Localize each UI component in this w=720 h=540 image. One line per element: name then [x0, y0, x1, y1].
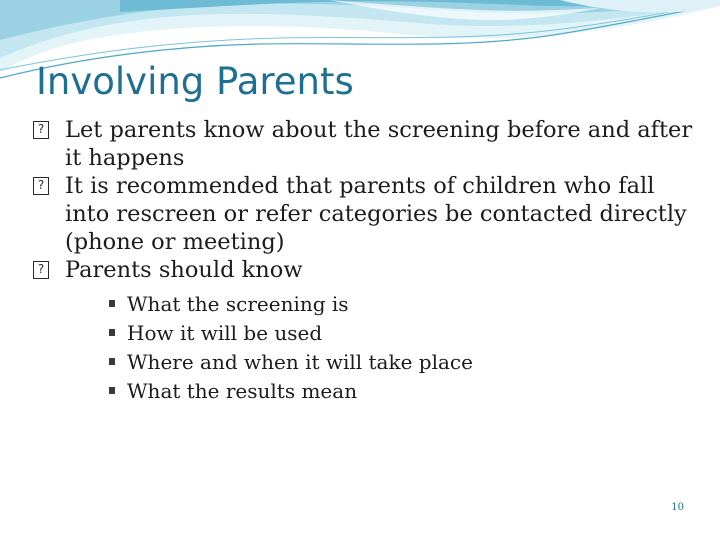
missing-glyph-box-icon: ? [33, 177, 49, 195]
bullet-text: Parents should know [65, 257, 303, 283]
sub-bullet-list [65, 290, 702, 406]
missing-glyph-box-icon: ? [33, 121, 49, 139]
square-bullet-icon [109, 329, 115, 336]
square-bullet-icon [109, 358, 115, 365]
bullet-item [32, 256, 702, 406]
bullet-text: It is recommended that parents of children who fall into rescreen or refer categories be contacted directly (phone or meeting) [65, 173, 687, 255]
sub-bullet-text: How it will be used [127, 321, 323, 345]
sub-bullet-text: What the results mean [127, 379, 358, 403]
sub-bullet-item [65, 319, 702, 348]
sub-bullet-text: Where and when it will take place [127, 350, 473, 374]
square-bullet-icon [109, 387, 115, 394]
sub-bullet-item [65, 348, 702, 377]
bullet-text: Let parents know about the screening before and after it happens [65, 117, 693, 171]
slide-title: Involving Parents [36, 60, 354, 103]
square-bullet-icon [109, 300, 115, 307]
bullet-item [32, 116, 702, 172]
sub-bullet-item [65, 377, 702, 406]
page-number: 10 [671, 502, 684, 513]
missing-glyph-box-icon: ? [33, 261, 49, 279]
sub-bullet-item [65, 290, 702, 319]
sub-bullet-text: What the screening is [127, 292, 349, 316]
bullet-item [32, 172, 702, 256]
bullet-list [32, 116, 702, 406]
